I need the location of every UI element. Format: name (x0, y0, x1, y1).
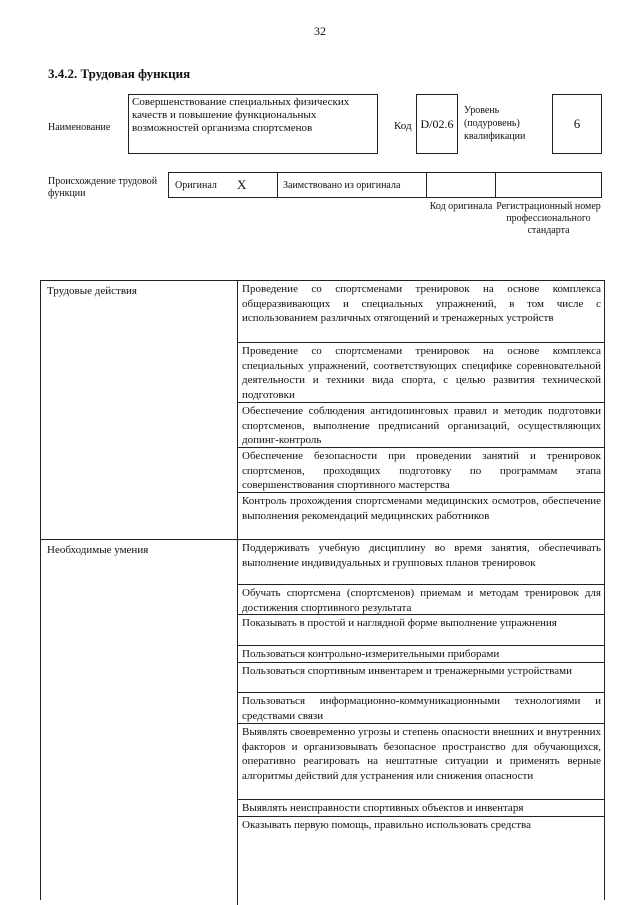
original-cell (168, 172, 278, 198)
origin-label: Происхождение трудовой функции (48, 176, 158, 199)
labor-action-2: Проведение со спортсменами тренировок на основе комплекса специальных упражнений, соответствующих специфике соревновательной деятельности и техники вида спорта, с целью развития технической подготовки (237, 343, 605, 403)
name-value: Совершенствование специальных физических качеств и повышение функциональных возможностей организма спортсменов (128, 94, 378, 154)
labor-actions-label: Трудовые действия (47, 285, 137, 297)
skill-6: Пользоваться информационно-коммуникационными технологиями и средствами связи (237, 693, 605, 724)
borrowed-cell (277, 172, 427, 198)
reg-number-caption: Регистрационный номер профессионального стандарта (496, 201, 601, 236)
skill-8: Выявлять неисправности спортивных объектов и инвентаря (237, 800, 605, 817)
code-value: D/02.6 (416, 94, 458, 154)
skill-1: Поддерживать учебную дисциплину во время занятия, обеспечивать выполнение индивидуальных и групповых планов тренировок (237, 540, 605, 585)
original-mark: X (237, 177, 247, 192)
section-heading: 3.4.2. Трудовая функция (48, 66, 191, 81)
code-original-caption: Код оригинала (429, 201, 493, 212)
code-original-box (426, 172, 496, 198)
skill-3: Показывать в простой и наглядной форме выполнение упражнения (237, 615, 605, 646)
skill-9: Оказывать первую помощь, правильно использовать средства (237, 817, 605, 905)
reg-number-box (495, 172, 602, 198)
level-label: Уровень (подуровень) квалификации (464, 105, 526, 142)
skill-2: Обучать спортсмена (спортсменов) приемам и методам тренировок для достижения спортивного результата (237, 585, 605, 615)
labor-action-4: Обеспечение безопасности при проведении занятий и тренировок спортсменов, проходящих подготовку по программам этапа совершенствования спортивного мастерства (237, 448, 605, 493)
original-label: Оригинал (175, 180, 217, 191)
skill-4: Пользоваться контрольно-измерительными приборами (237, 646, 605, 663)
code-label: Код (394, 120, 412, 132)
labor-action-5: Контроль прохождения спортсменами медицинских осмотров, обеспечение выполнения рекомендаций медицинских работников (237, 493, 605, 540)
name-label: Наименование (48, 122, 111, 133)
skills-label: Необходимые умения (47, 544, 149, 556)
skill-7: Выявлять своевременно угрозы и степень опасности внешних и внутренних факторов и организовывать безопасное пространство для обучающихся, оперативно реагировать на нештатные ситуации и применять верные алгоритмы действий для устранения или снижения опасности (237, 724, 605, 800)
labor-action-1: Проведение со спортсменами тренировок на основе комплекса общеразвивающих и специальных упражнений, в том числе с использованием различных отягощений и тренажерных устройств (237, 281, 605, 343)
page-number: 32 (314, 24, 326, 38)
skill-5: Пользоваться спортивным инвентарем и тренажерными устройствами (237, 663, 605, 693)
labor-action-3: Обеспечение соблюдения антидопинговых правил и методик подготовки спортсменов, выполнение предписаний организаций, осуществляющих допинг-контроль (237, 403, 605, 448)
level-value: 6 (552, 94, 602, 154)
borrowed-label: Заимствовано из оригинала (283, 180, 401, 191)
